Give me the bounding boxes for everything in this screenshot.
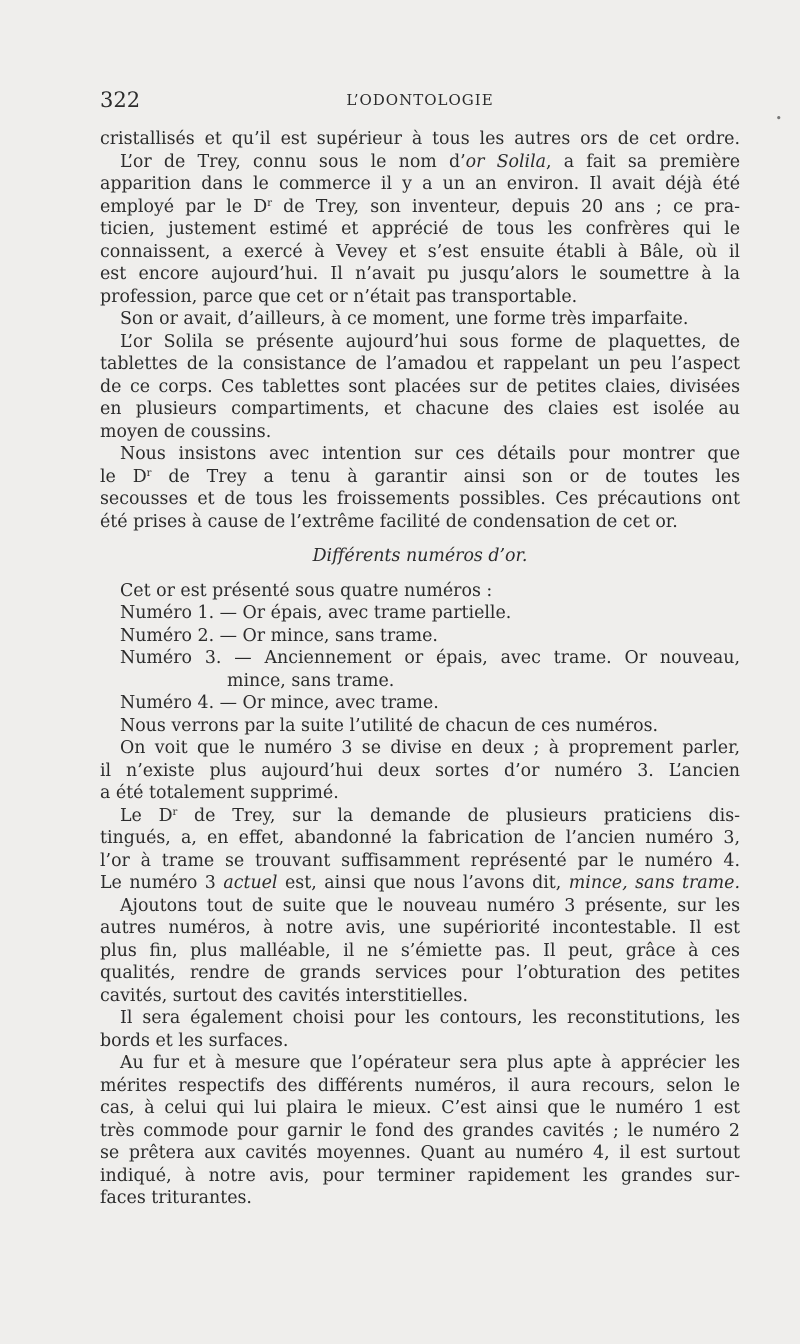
text-line: apparition dans le commerce il y a un an environ. Il avait déjà été: [100, 174, 740, 194]
text-line: Nous insistons avec intention sur ces détails pour montrer que: [120, 444, 740, 464]
article-body: [100, 128, 740, 1210]
text-line: le $D^r$ de Trey a tenu à garantir ainsi son or de toutes les: [100, 466, 740, 487]
margin-mark: •: [775, 112, 782, 125]
text-line: On voit que le numéro 3 se divise en deux ; à proprement parler,: [120, 738, 740, 758]
text-line: bords et les surfaces.: [100, 1030, 289, 1051]
text-line: a été totalement supprimé.: [100, 783, 339, 803]
text-line: Cet or est présenté sous quatre numéros :: [120, 580, 493, 601]
list-item: Numéro 3. — Anciennement or épais, avec trame. Or nouveau,: [120, 648, 740, 668]
text-line: Son or avait, d’ailleurs, à ce moment, une forme très imparfaite.: [120, 309, 689, 329]
text-line: L’or Solila se présente aujourd’hui sous forme de plaquettes, de: [120, 331, 740, 352]
text-line: L’or de Trey, connu sous le nom d’or Solila, a fait sa première: [120, 151, 740, 172]
list-item: Numéro 2. — Or mince, sans trame.: [120, 625, 438, 646]
text-line: indiqué, à notre avis, pour terminer rapidement les grandes sur-: [100, 1165, 740, 1186]
text-line: Ajoutons tout de suite que le nouveau numéro 3 présente, sur les: [120, 895, 740, 916]
text-line: Il sera également choisi pour les contours, les reconstitutions, les: [120, 1008, 740, 1028]
text-line: cristallisés et qu’il est supérieur à tous les autres ors de cet ordre.: [100, 129, 740, 149]
text-line: plus fin, plus malléable, il ne s’émiette pas. Il peut, grâce à ces: [100, 940, 740, 961]
text-line: profession, parce que cet or n’était pas transportable.: [100, 286, 578, 307]
text-line: mérites respectifs des différents numéros, il aura recours, selon le: [100, 1075, 740, 1096]
text-line: moyen de coussins.: [100, 421, 272, 442]
text-line: de ce corps. Ces tablettes sont placées sur de petites claies, divisées: [100, 376, 740, 397]
text-line: été prises à cause de l’extrême facilité de condensation de cet or.: [100, 511, 678, 532]
text-line: Nous verrons par la suite l’utilité de chacun de ces numéros.: [120, 715, 659, 736]
text-line: faces triturantes.: [100, 1188, 252, 1208]
text-line: l’or à trame se trouvant suffisamment représenté par le numéro 4.: [100, 850, 740, 871]
text-line: il n’existe plus aujourd’hui deux sortes d’or numéro 3. L’ancien: [100, 760, 740, 781]
text-line: tingués, a, en effet, abandonné la fabrication de l’ancien numéro 3,: [100, 828, 740, 848]
section-title: Différents numéros d’or.: [312, 546, 528, 566]
text-line: secousses et de tous les froissements possibles. Ces précautions ont: [100, 489, 740, 509]
list-item-continuation: mince, sans trame.: [227, 670, 395, 691]
text-line: tablettes de la consistance de l’amadou et rappelant un peu l’aspect: [100, 354, 740, 374]
page-header: [100, 88, 740, 114]
text-line: en plusieurs compartiments, et chacune des claies est isolée au: [100, 399, 740, 419]
text-line: ticien, justement estimé et apprécié de tous les confrères qui le: [100, 219, 740, 239]
text-line: se prêtera aux cavités moyennes. Quant au numéro 4, il est surtout: [100, 1143, 740, 1163]
text-line: cavités, surtout des cavités interstitielles.: [100, 985, 469, 1006]
text-line: Au fur et à mesure que l’opérateur sera plus apte à apprécier les: [120, 1053, 740, 1073]
list-item: Numéro 4. — Or mince, avec trame.: [120, 693, 439, 713]
list-item: Numéro 1. — Or épais, avec trame partielle.: [120, 603, 512, 623]
text-line: très commode pour garnir le fond des grandes cavités ; le numéro 2: [100, 1120, 740, 1141]
running-title: L’ODONTOLOGIE: [346, 91, 494, 109]
text-line: autres numéros, à notre avis, une supériorité incontestable. Il est: [100, 918, 740, 938]
text-line: connaissent, a exercé à Vevey et s’est ensuite établi à Bâle, où il: [100, 241, 740, 262]
text-line: cas, à celui qui lui plaira le mieux. C’est ainsi que le numéro 1 est: [100, 1098, 740, 1118]
text-line: Le numéro 3 actuel est, ainsi que nous l’avons dit, mince, sans trame.: [100, 873, 740, 893]
text-line: qualités, rendre de grands services pour l’obturation des petites: [100, 963, 740, 983]
page-number: 322: [100, 88, 141, 112]
text-line: est encore aujourd’hui. Il n’avait pu jusqu’alors le soumettre à la: [100, 264, 740, 284]
text-line: employé par le $D^r$ de Trey, son inventeur, depuis 20 ans ; ce pra-: [100, 196, 740, 217]
text-line: Le $D^r$ de Trey, sur la demande de plusieurs praticiens dis-: [120, 805, 740, 826]
